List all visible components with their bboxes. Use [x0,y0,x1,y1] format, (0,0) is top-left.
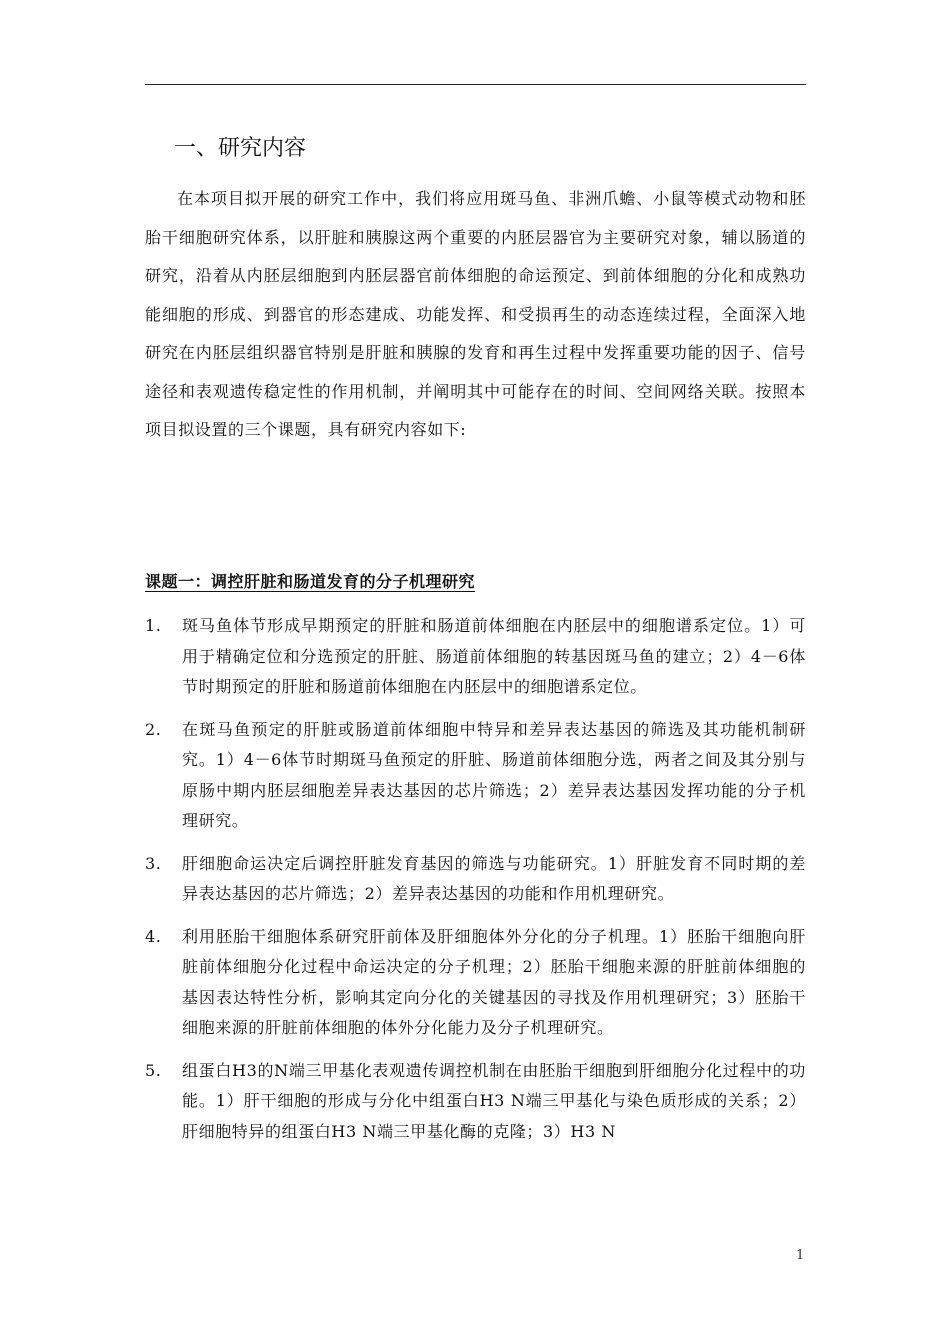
item-number: 1. [145,616,162,635]
research-item-list [145,611,806,1159]
item-text: 组蛋白H3的N端三甲基化表观遗传调控机制在由胚胎干细胞到肝细胞分化过程中的功能。1）肝干细胞的形成与分化中组蛋白H3 N端三甲基化与染色质形成的关系；2）肝细胞特异的组蛋白H3 N端三甲基化酶的克隆；3）H3 N [182,1060,806,1141]
list-item [145,715,806,837]
header-rule [145,84,806,85]
list-item [145,611,806,703]
item-number: 3. [145,853,162,873]
item-number: 2. [145,719,162,739]
page-number: 1 [796,1248,805,1263]
list-item [145,1056,806,1148]
item-text: 斑马鱼体节形成早期预定的肝脏和肠道前体细胞在内胚层中的细胞谱系定位。1）可用于精确定位和分选预定的肝脏、肠道前体细胞的转基因斑马鱼的建立；2）4－6体节时期预定的肝脏和肠道前体细胞在内胚层中的细胞谱系定位。 [182,616,806,696]
item-text: 肝细胞命运决定后调控肝脏发育基因的筛选与功能研究。1）肝脏发育不同时期的差异表达基因的芯片筛选；2）差异表达基因的功能和作用机理研究。 [182,853,806,903]
intro-paragraph: 在本项目拟开展的研究工作中，我们将应用斑马鱼、非洲爪蟾、小鼠等模式动物和胚胎干细胞研究体系，以肝脏和胰腺这两个重要的内胚层器官为主要研究对象，辅以肠道的研究，沿着从内胚层细胞到内胚层器官前体细胞的命运预定、到前体细胞的分化和成熟功能细胞的形成、到器官的形态建成、功能发挥、和受损再生的动态连续过程，全面深入地研究在内胚层组织器官特别是肝脏和胰腺的发育和再生过程中发挥重要功能的因子、信号途径和表观遗传稳定性的作用机制，并阐明其中可能存在的时间、空间网络关联。按照本项目拟设置的三个课题，具有研究内容如下: [145,189,806,439]
item-number: 4. [145,926,162,946]
item-text: 在斑马鱼预定的肝脏或肠道前体细胞中特异和差异表达基因的筛选及其功能机制研究。1）4－6体节时期斑马鱼预定的肝脏、肠道前体细胞分选，两者之间及其分别与原肠中期内胚层细胞差异表达基因的芯片筛选；2）差异表达基因发挥功能的分子机理研究。 [182,719,806,830]
list-item [145,922,806,1044]
item-number: 5. [145,1060,162,1080]
item-text: 利用胚胎干细胞体系研究肝前体及肝细胞体外分化的分子机理。1）胚胎干细胞向肝脏前体细胞分化过程中命运决定的分子机理；2）胚胎干细胞来源的肝脏前体细胞的基因表达特性分析，影响其定向分化的关键基因的寻找及作用机理研究；3）胚胎干细胞来源的肝脏前体细胞的体外分化能力及分子机理研究。 [182,926,806,1037]
section-heading: 一、研究内容 [174,136,307,161]
list-item [145,849,806,910]
topic-heading: 课题一：调控肝脏和肠道发育的分子机理研究 [145,572,476,591]
